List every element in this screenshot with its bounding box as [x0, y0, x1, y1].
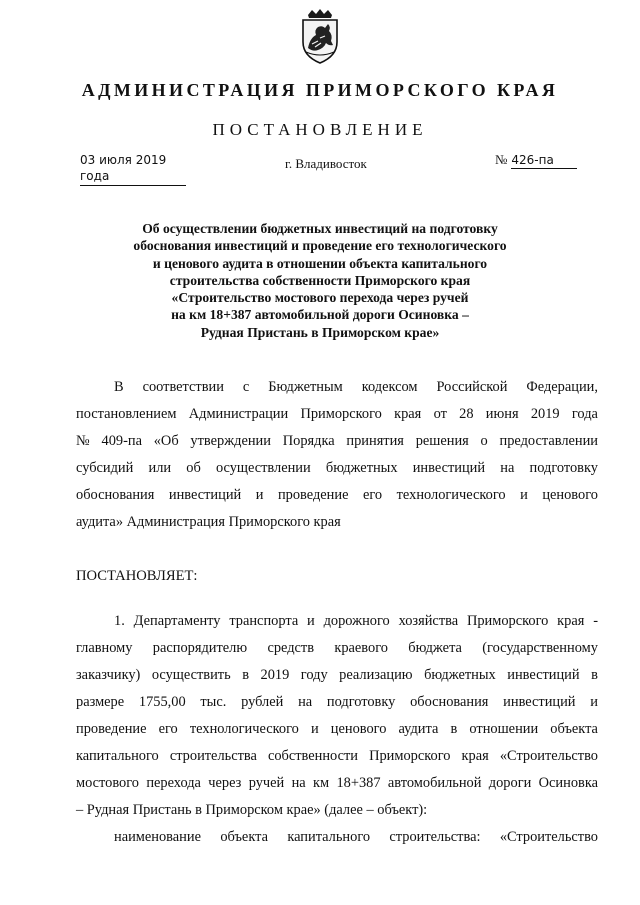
paragraph-line: постановлением Администрации Приморского края от 28 июня 2019 года — [76, 406, 598, 422]
document-city: г. Владивосток — [285, 156, 367, 171]
document-type: ПОСТАНОВЛЕНИЕ — [212, 120, 428, 139]
paragraph-line: – Рудная Пристань в Приморском крае» (далее – объект): — [76, 802, 428, 818]
title-line: Рудная Пристань в Приморском крае» — [200, 324, 440, 340]
document-date: 03 июля 2019 года — [80, 152, 186, 186]
item-1-paragraph — [76, 608, 598, 851]
paragraph-line: № 409-па «Об утверждении Порядка принятия решения о предоставлении — [76, 433, 598, 449]
title-line: и ценового аудита в отношении объекта капитального — [152, 255, 488, 271]
document-number — [495, 152, 587, 169]
decree-word: ПОСТАНОВЛЯЕТ: — [76, 568, 198, 584]
paragraph-line: обоснования инвестиций и проведение его технологического и ценового — [76, 487, 598, 503]
title-line: на км 18+387 автомобильной дороги Осиновка – — [171, 307, 469, 323]
coat-of-arms-icon — [298, 8, 342, 64]
paragraph-line: субсидий или об осуществлении бюджетных инвестиций на подготовку — [76, 460, 598, 476]
paragraph-line: размере 1755,00 тыс. рублей на подготовку обоснования инвестиций и — [76, 694, 598, 710]
paragraph-line: главному распорядителю средств краевого бюджета (государственному — [76, 640, 598, 656]
paragraph-line: капитального строительства собственности Приморского края «Строительство — [76, 748, 598, 764]
paragraph-line: заказчику) осуществить в 2019 году реализацию бюджетных инвестиций в — [76, 667, 598, 683]
organization-name: АДМИНИСТРАЦИЯ ПРИМОРСКОГО КРАЯ — [81, 80, 559, 100]
title-line: обоснования инвестиций и проведение его технологического — [133, 238, 507, 254]
title-line: Об осуществлении бюджетных инвестиций на подготовку — [142, 221, 498, 236]
paragraph-line: 1. Департаменту транспорта и дорожного хозяйства Приморского края - — [114, 613, 598, 629]
paragraph-line: мостового перехода через ручей на км 18+387 автомобильной дороги Осиновка — [76, 775, 598, 791]
title-line: «Строительство мостового перехода через ручей — [171, 290, 469, 306]
number-sign: № — [495, 152, 508, 167]
paragraph-line: В соответствии с Бюджетным кодексом Российской Федерации, — [114, 379, 598, 395]
document-title — [100, 220, 540, 341]
paragraph-line: наименование объекта капитального строительства: «Строительство — [114, 829, 598, 845]
title-line: строительства собственности Приморского края — [169, 272, 471, 288]
number-value: 426-па — [511, 152, 577, 169]
paragraph-line: аудита» Администрация Приморского края — [76, 514, 341, 530]
paragraph-line: проведение его технологического и ценового аудита в отношении объекта — [76, 721, 598, 737]
preamble-paragraph — [76, 374, 598, 536]
